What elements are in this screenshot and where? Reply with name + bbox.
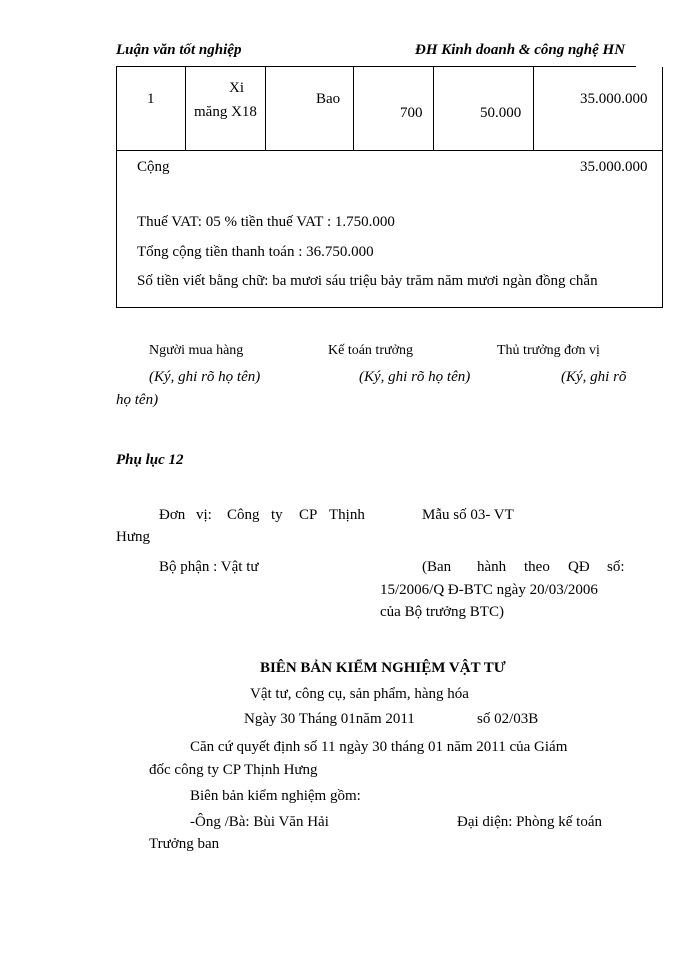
cell-unit: Bao	[316, 91, 341, 107]
minutes-subtitle: Vật tư, công cụ, sản phẩm, hàng hóa	[250, 686, 469, 702]
total-amount: 35.000.000	[580, 159, 648, 175]
appendix-title: Phụ lục 12	[116, 452, 184, 468]
decree-word-1: (Ban	[422, 559, 452, 575]
committee-label: Biên bản kiểm nghiệm gồm:	[190, 788, 361, 804]
header-rule	[116, 66, 636, 67]
department: Bộ phận : Vật tư	[159, 559, 259, 575]
form-number: Mẫu số 03- VT	[422, 507, 514, 523]
signature-buyer: Người mua hàng	[149, 343, 244, 358]
minutes-title: BIÊN BẢN KIỂM NGHIỆM VẬT TƯ	[260, 660, 506, 676]
member-name: -Ông /Bà: Bùi Văn Hải	[190, 814, 329, 830]
signature-head: Thủ trưởng đơn vị	[497, 343, 600, 358]
signature-note-head-cont: họ tên)	[116, 392, 159, 408]
decree-word-5: số:	[607, 559, 625, 575]
minutes-date: Ngày 30 Tháng 01năm 2011	[244, 711, 415, 727]
minutes-number: số 02/03B	[477, 711, 539, 727]
unit-word-3: CP	[299, 507, 318, 523]
header-left: Luận văn tốt nghiệp	[116, 42, 242, 58]
vat-line: Thuế VAT: 05 % tiền thuế VAT : 1.750.000	[137, 214, 395, 230]
cell-price: 50.000	[480, 105, 522, 121]
cell-quantity: 700	[400, 105, 423, 121]
signature-note-head: (Ký, ghi rõ	[561, 369, 627, 385]
decree-word-3: theo	[524, 559, 550, 575]
unit-label-1: Đơn	[159, 507, 186, 523]
decree-line-3: của Bộ trưởng BTC)	[380, 604, 504, 620]
cell-name-1: Xi	[229, 80, 244, 96]
decree-word-4: QĐ	[568, 559, 590, 575]
unit-label-2: vị:	[196, 507, 212, 523]
signature-note-accountant: (Ký, ghi rõ họ tên)	[359, 369, 471, 385]
member-representative: Đại diện: Phòng kế toán	[457, 814, 602, 830]
unit-cont: Hưng	[116, 529, 150, 545]
unit-word-1: Công	[227, 507, 260, 523]
signature-note-buyer: (Ký, ghi rõ họ tên)	[149, 369, 261, 385]
unit-word-2: ty	[271, 507, 283, 523]
unit-word-4: Thịnh	[329, 507, 365, 523]
member-role: Trưởng ban	[149, 836, 220, 852]
cell-name-2: măng X18	[194, 104, 257, 120]
basis-line-2: đốc công ty CP Thịnh Hưng	[149, 762, 318, 778]
decree-word-2: hành	[477, 559, 507, 575]
total-label: Cộng	[137, 159, 170, 175]
grand-total-line: Tổng cộng tiền thanh toán : 36.750.000	[137, 244, 374, 260]
header-right: ĐH Kinh doanh & công nghệ HN	[415, 42, 626, 58]
cell-amount: 35.000.000	[580, 91, 648, 107]
cell-stt: 1	[147, 91, 155, 107]
decree-line-2: 15/2006/Q Đ-BTC ngày 20/03/2006	[380, 582, 598, 598]
basis-line-1: Căn cứ quyết định số 11 ngày 30 tháng 01 năm 2011 của Giám	[190, 739, 568, 755]
signature-chief-accountant: Kế toán trưởng	[328, 343, 413, 358]
amount-in-words: Số tiền viết bằng chữ: ba mươi sáu triệu bảy trăm năm mươi ngàn đồng chẵn	[137, 273, 598, 289]
